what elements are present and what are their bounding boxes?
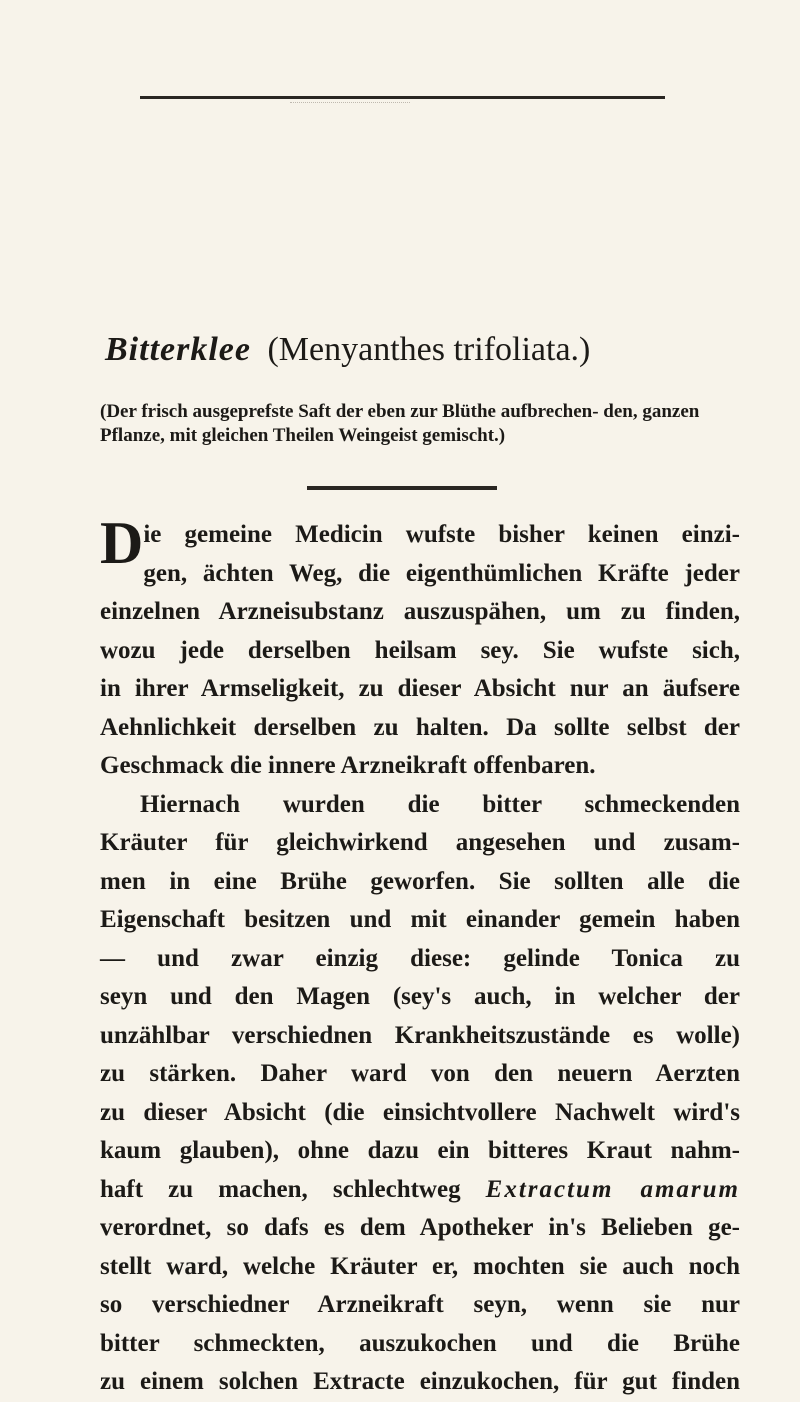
- text-line: bitter schmeckten, auszukochen und die Brühe: [100, 1329, 740, 1357]
- text-line: unzählbar verschiednen Krankheitszustände es wolle): [100, 1021, 740, 1049]
- section-rule: [307, 486, 497, 490]
- text-line: Kräuter für gleichwirkend angesehen und zusam-: [100, 829, 740, 856]
- text-line: kaum glauben), ohne dazu ein bitteres Kraut nahm-: [100, 1137, 740, 1164]
- text-line: verordnet, so dafs es dem Apotheker in's Belieben ge-: [100, 1214, 740, 1241]
- text-line: gen, ächten Weg, die eigenthümlichen Kräfte jeder: [143, 559, 740, 587]
- text-line: Aehnlichkeit derselben zu halten. Da sollte selbst der: [100, 713, 740, 741]
- subtitle-note: (Der frisch ausgeprefste Saft der eben zur Blüthe aufbrechen- den, ganzen Pflanze, mit gleichen Theilen Weingeist gemischt.): [100, 401, 700, 446]
- title-latin: (Menyanthes trifoliata.): [267, 331, 591, 368]
- text-line: Hiernach wurden die bitter schmeckenden: [140, 790, 740, 818]
- title-german: Bitterklee: [105, 331, 251, 368]
- text-line: — und zwar einzig diese: gelinde Tonica zu: [100, 944, 740, 972]
- page-title: [105, 330, 745, 370]
- text-line: in ihrer Armseligkeit, zu dieser Absicht nur an äufsere: [100, 675, 740, 702]
- text-line: so verschiedner Arzneikraft seyn, wenn sie nur: [100, 1291, 740, 1318]
- text-line: Die gemeine Medicin wufste bisher keinen einzi-: [100, 510, 740, 576]
- top-rule: [140, 96, 665, 99]
- text-line: Eigenschaft besitzen und mit einander gemein haben: [100, 906, 740, 933]
- text-line: wozu jede derselben heilsam sey. Sie wufste sich,: [100, 636, 740, 664]
- text-line: seyn und den Magen (sey's auch, in welcher der: [100, 983, 740, 1010]
- body-text: [100, 510, 740, 1402]
- text-line: zu dieser Absicht (die einsichtvollere Nachwelt wird's: [100, 1098, 740, 1126]
- text-line: men in eine Brühe geworfen. Sie sollten alle die: [100, 867, 740, 895]
- text-line: einzelnen Arzneisubstanz auszuspähen, um zu finden,: [100, 598, 740, 625]
- text-line: Geschmack die innere Arzneikraft offenbaren.: [100, 752, 596, 779]
- drop-cap: D: [100, 510, 144, 576]
- page-blemish: [290, 102, 410, 121]
- text-line: zu stärken. Daher ward von den neuern Aerzten: [100, 1060, 740, 1087]
- latin-term: Extractum amarum: [485, 1175, 740, 1203]
- text-line: zu einem solchen Extracte einzukochen, für gut finden: [100, 1368, 740, 1395]
- text-line: stellt ward, welche Kräuter er, mochten sie auch noch: [100, 1252, 740, 1280]
- text-line: haft zu machen, schlechtweg Extractum amarum: [100, 1175, 740, 1203]
